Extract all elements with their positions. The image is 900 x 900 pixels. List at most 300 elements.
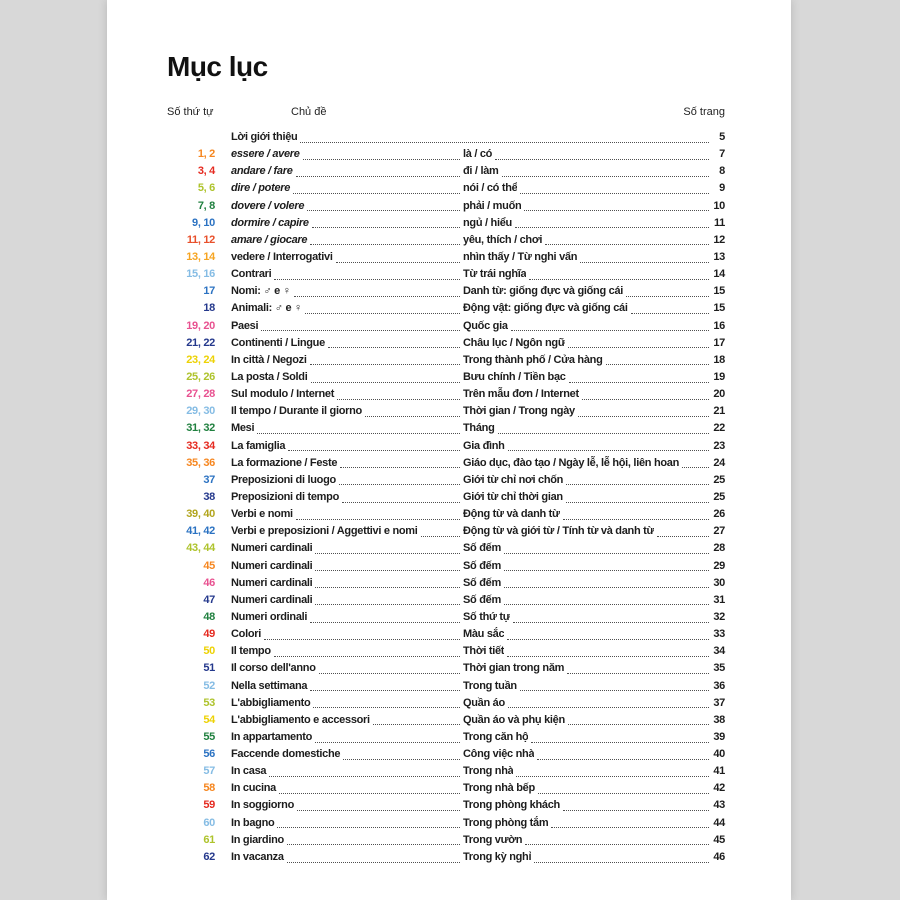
entry-page-number: 7 <box>719 148 725 161</box>
entry-topic: Nella settimana <box>231 679 308 692</box>
translation-cell <box>463 283 725 300</box>
translation-cell <box>463 626 725 643</box>
translation-cell <box>463 455 725 472</box>
entry-number: 31, 32 <box>186 422 215 435</box>
topic-cell <box>231 335 463 352</box>
entry-topic: In bagno <box>231 816 275 829</box>
toc-row <box>167 815 725 832</box>
entry-page-number: 20 <box>713 388 725 401</box>
dot-leader <box>337 399 460 400</box>
entry-translation: phải / muốn <box>463 199 522 212</box>
entry-translation: Trong kỳ nghỉ <box>463 850 532 863</box>
translation-cell <box>463 592 725 609</box>
dot-leader <box>303 159 460 160</box>
topic-cell <box>231 558 463 575</box>
translation-cell <box>463 832 725 849</box>
toc-row <box>167 712 725 729</box>
toc-row <box>167 455 725 472</box>
entry-translation: Giới từ chỉ nơi chốn <box>463 473 564 486</box>
entry-page-number: 22 <box>713 422 725 435</box>
entry-topic: Nomi: ♂ e ♀ <box>231 285 291 298</box>
dot-leader <box>515 227 709 228</box>
entry-translation: nhìn thấy / Từ nghi vấn <box>463 250 578 263</box>
topic-cell <box>231 438 463 455</box>
translation-cell <box>463 352 725 369</box>
dot-leader <box>310 244 460 245</box>
entry-topic: amare / giocare <box>231 233 308 246</box>
entry-number: 41, 42 <box>186 525 215 538</box>
entry-page-number: 41 <box>713 765 725 778</box>
topic-cell <box>231 403 463 420</box>
dot-leader <box>504 604 709 605</box>
dot-leader <box>525 844 709 845</box>
translation-cell <box>463 780 725 797</box>
dot-leader <box>261 330 460 331</box>
dot-leader <box>582 399 709 400</box>
dot-leader <box>315 553 460 554</box>
entry-translation: yêu, thích / chơi <box>463 233 543 246</box>
translation-cell <box>463 300 725 317</box>
dot-leader <box>529 279 709 280</box>
entry-number: 60 <box>203 816 215 829</box>
entry-topic: Contrari <box>231 268 272 281</box>
translation-cell <box>463 746 725 763</box>
topic-cell <box>231 472 463 489</box>
entry-number: 54 <box>203 713 215 726</box>
entry-topic: Paesi <box>231 319 259 332</box>
toc-row <box>167 300 725 317</box>
toc-row <box>167 352 725 369</box>
dot-leader <box>315 742 460 743</box>
dot-leader <box>328 347 460 348</box>
translation-cell <box>463 403 725 420</box>
column-header-page: Số trang <box>683 106 725 118</box>
dot-leader <box>507 656 709 657</box>
toc-row <box>167 575 725 592</box>
toc-row <box>167 849 725 866</box>
entry-number: 17 <box>203 285 215 298</box>
entry-page-number: 13 <box>713 250 725 263</box>
topic-cell <box>231 609 463 626</box>
dot-leader <box>578 416 709 417</box>
entry-translation: Trong phòng tắm <box>463 816 549 829</box>
topic-cell <box>231 300 463 317</box>
dot-leader <box>310 364 460 365</box>
topic-cell <box>231 678 463 695</box>
entry-topic: In giardino <box>231 833 284 846</box>
entry-topic: Numeri cardinali <box>231 593 313 606</box>
entry-topic: La formazione / Feste <box>231 456 338 469</box>
toc-row <box>167 489 725 506</box>
entry-page-number: 36 <box>713 679 725 692</box>
dot-leader <box>257 433 460 434</box>
entry-number: 53 <box>203 696 215 709</box>
entry-translation: Thời gian trong năm <box>463 662 565 675</box>
dot-leader <box>508 707 709 708</box>
entry-number: 21, 22 <box>186 336 215 349</box>
topic-cell <box>231 797 463 814</box>
translation-cell <box>463 729 725 746</box>
dot-leader <box>279 793 460 794</box>
topic-cell <box>231 232 463 249</box>
entry-topic: essere / avere <box>231 148 300 161</box>
toc-row <box>167 558 725 575</box>
entry-page-number: 29 <box>713 559 725 572</box>
entry-translation: ngủ / hiểu <box>463 216 512 229</box>
dot-leader <box>631 313 709 314</box>
entry-topic: Faccende domestiche <box>231 748 341 761</box>
dot-leader <box>520 193 709 194</box>
entry-page-number: 23 <box>713 439 725 452</box>
entry-number: 35, 36 <box>186 456 215 469</box>
entry-number: 25, 26 <box>186 370 215 383</box>
topic-cell <box>231 489 463 506</box>
entry-page-number: 46 <box>713 850 725 863</box>
translation-cell <box>463 146 725 163</box>
dot-leader <box>513 622 709 623</box>
entry-translation: nói / có thể <box>463 182 518 195</box>
entry-topic: dire / potere <box>231 182 291 195</box>
entry-topic: Numeri ordinali <box>231 610 308 623</box>
entry-topic: La famiglia <box>231 439 286 452</box>
entry-translation: Thời tiết <box>463 645 505 658</box>
translation-cell <box>463 472 725 489</box>
entry-topic: Numeri cardinali <box>231 559 313 572</box>
topic-cell <box>231 832 463 849</box>
toc-row <box>167 386 725 403</box>
dot-leader <box>567 673 709 674</box>
dot-leader <box>311 382 461 383</box>
toc-row <box>167 249 725 266</box>
translation-cell <box>463 420 725 437</box>
entry-number: 15, 16 <box>186 268 215 281</box>
toc-row <box>167 438 725 455</box>
entry-number: 50 <box>203 645 215 658</box>
dot-leader <box>287 844 460 845</box>
translation-cell <box>463 558 725 575</box>
entry-topic: L'abbigliamento <box>231 696 311 709</box>
entry-translation: Quần áo <box>463 696 505 709</box>
dot-leader <box>310 690 460 691</box>
dot-leader <box>336 262 460 263</box>
entry-page-number: 5 <box>719 131 725 143</box>
column-headers <box>167 106 725 123</box>
dot-leader <box>297 810 460 811</box>
entry-number: 39, 40 <box>186 508 215 521</box>
dot-leader <box>538 793 709 794</box>
topic-cell <box>231 746 463 763</box>
topic-cell <box>231 146 463 163</box>
translation-cell <box>463 712 725 729</box>
entry-translation: Số thứ tự <box>463 610 511 623</box>
dot-leader <box>269 776 460 777</box>
dot-leader <box>312 227 460 228</box>
translation-cell <box>463 163 725 180</box>
entry-number: 62 <box>203 850 215 863</box>
entry-page-number: 34 <box>713 645 725 658</box>
entry-page-number: 45 <box>713 833 725 846</box>
entry-number: 18 <box>203 302 215 315</box>
translation-cell <box>463 215 725 232</box>
dot-leader <box>568 724 709 725</box>
entry-page-number: 12 <box>713 233 725 246</box>
entry-number: 55 <box>203 730 215 743</box>
entry-number: 29, 30 <box>186 405 215 418</box>
toc-row <box>167 695 725 712</box>
entry-page-number: 24 <box>713 456 725 469</box>
entry-page-number: 8 <box>719 165 725 178</box>
entry-translation: đi / làm <box>463 165 499 178</box>
dot-leader <box>296 176 460 177</box>
topic-cell <box>231 575 463 592</box>
translation-cell <box>463 849 725 866</box>
toc-row <box>167 198 725 215</box>
entry-translation: Số đếm <box>463 593 501 606</box>
page-title: Mục lục <box>167 51 268 82</box>
dot-leader <box>507 639 709 640</box>
toc-row <box>167 420 725 437</box>
dot-leader <box>511 330 709 331</box>
dot-leader <box>524 210 709 211</box>
dot-leader <box>566 484 709 485</box>
toc-row <box>167 780 725 797</box>
entry-number: 11, 12 <box>186 233 215 246</box>
dot-leader <box>537 759 709 760</box>
topic-cell <box>231 266 463 283</box>
entry-topic: Il tempo / Durante il giorno <box>231 405 362 418</box>
entry-number: 61 <box>203 833 215 846</box>
translation-cell <box>463 815 725 832</box>
toc-row <box>167 266 725 283</box>
entry-topic: dovere / volere <box>231 199 305 212</box>
entry-number: 9, 10 <box>192 216 215 229</box>
entry-translation: Số đếm <box>463 542 501 555</box>
entry-page-number: 25 <box>713 473 725 486</box>
entry-topic: Numeri cardinali <box>231 542 313 555</box>
toc-row <box>167 678 725 695</box>
dot-leader <box>682 467 709 468</box>
topic-cell <box>231 815 463 832</box>
entry-translation: Trên mẫu đơn / Internet <box>463 388 579 401</box>
toc-row <box>167 643 725 660</box>
topic-cell <box>231 626 463 643</box>
entry-translation: là / có <box>463 148 493 161</box>
entry-translation: Trong thành phố / Cửa hàng <box>463 353 603 366</box>
entry-number: 43, 44 <box>186 542 215 555</box>
dot-leader <box>319 673 460 674</box>
dot-leader <box>296 519 460 520</box>
toc-row <box>167 232 725 249</box>
translation-cell <box>463 540 725 557</box>
topic-cell <box>231 540 463 557</box>
entry-translation: Quần áo và phụ kiện <box>463 713 565 726</box>
entry-page-number: 43 <box>713 799 725 812</box>
translation-cell <box>463 198 725 215</box>
dot-leader <box>315 587 460 588</box>
entry-page-number: 11 <box>713 216 725 229</box>
toc-row <box>167 660 725 677</box>
toc-row <box>167 215 725 232</box>
entry-page-number: 42 <box>713 782 725 795</box>
entry-topic: vedere / Interrogativi <box>231 250 333 263</box>
translation-cell <box>463 763 725 780</box>
toc-row <box>167 180 725 197</box>
entry-page-number: 9 <box>719 182 725 195</box>
translation-cell <box>463 575 725 592</box>
entry-page-number: 15 <box>713 285 725 298</box>
column-header-order: Số thứ tự <box>167 106 214 118</box>
dot-leader <box>307 210 460 211</box>
entry-translation: Màu sắc <box>463 628 505 641</box>
entry-translation: Tháng <box>463 422 495 435</box>
entry-topic: Il tempo <box>231 645 271 658</box>
topic-cell <box>231 506 463 523</box>
entry-number: 59 <box>203 799 215 812</box>
dot-leader <box>274 656 460 657</box>
entry-translation: Trong nhà <box>463 765 514 778</box>
dot-leader <box>315 570 460 571</box>
entry-page-number: 21 <box>713 405 725 418</box>
entry-page-number: 40 <box>713 748 725 761</box>
entry-number: 49 <box>203 628 215 641</box>
entry-number: 45 <box>203 559 215 572</box>
dot-leader <box>545 244 709 245</box>
entry-topic: In soggiorno <box>231 799 295 812</box>
translation-cell <box>463 438 725 455</box>
toc-row <box>167 283 725 300</box>
toc-row <box>167 592 725 609</box>
topic-cell <box>231 352 463 369</box>
entry-page-number: 30 <box>713 576 725 589</box>
entry-topic: dormire / capire <box>231 216 309 229</box>
entry-page-number: 32 <box>713 610 725 623</box>
toc-row <box>167 129 725 146</box>
dot-leader <box>343 759 460 760</box>
topic-cell <box>231 198 463 215</box>
topic-cell <box>231 849 463 866</box>
dot-leader <box>310 622 460 623</box>
entry-number: 27, 28 <box>186 388 215 401</box>
topic-cell <box>231 523 463 540</box>
entry-number: 56 <box>203 748 215 761</box>
entry-number: 5, 6 <box>197 182 215 195</box>
entry-topic: L'abbigliamento e accessori <box>231 713 370 726</box>
topic-cell <box>231 695 463 712</box>
dot-leader <box>531 742 709 743</box>
entry-number: 58 <box>203 782 215 795</box>
entry-topic: Preposizioni di tempo <box>231 490 339 503</box>
toc-row <box>167 523 725 540</box>
entry-topic: Verbi e nomi <box>231 508 293 521</box>
entry-topic: In città / Negozi <box>231 353 307 366</box>
topic-cell <box>231 643 463 660</box>
dot-leader <box>365 416 460 417</box>
toc-row <box>167 626 725 643</box>
topic-cell <box>231 318 463 335</box>
translation-cell <box>463 660 725 677</box>
toc-row <box>167 729 725 746</box>
dot-leader <box>340 467 460 468</box>
entry-translation: Bưu chính / Tiền bạc <box>463 370 566 383</box>
entry-number: 48 <box>203 610 215 623</box>
dot-leader <box>342 502 460 503</box>
toc-row <box>167 832 725 849</box>
entry-topic: La posta / Soldi <box>231 370 308 383</box>
topic-cell <box>231 420 463 437</box>
entry-topic: Lời giới thiệu <box>231 131 298 143</box>
dot-leader <box>563 519 709 520</box>
column-header-topic: Chủ đề <box>291 106 327 118</box>
dot-leader <box>504 553 709 554</box>
toc-row <box>167 318 725 335</box>
entry-translation: Danh từ: giống đực và giống cái <box>463 285 624 298</box>
entry-number: 7, 8 <box>197 199 215 212</box>
entry-page-number: 10 <box>713 199 725 212</box>
topic-cell <box>231 780 463 797</box>
topic-cell <box>231 660 463 677</box>
entry-page-number: 26 <box>713 508 725 521</box>
toc-row <box>167 472 725 489</box>
translation-cell <box>463 609 725 626</box>
dot-leader <box>569 382 709 383</box>
entry-number <box>167 129 215 146</box>
entry-topic: Mesi <box>231 422 255 435</box>
entry-translation: Thời gian / Trong ngày <box>463 405 575 418</box>
dot-leader <box>305 313 460 314</box>
dot-leader <box>626 296 709 297</box>
entry-page-number: 38 <box>713 713 725 726</box>
translation-cell <box>463 369 725 386</box>
topic-cell <box>231 592 463 609</box>
entry-topic: In cucina <box>231 782 276 795</box>
toc-row <box>167 403 725 420</box>
toc-row <box>167 335 725 352</box>
toc-row <box>167 506 725 523</box>
translation-cell <box>463 506 725 523</box>
toc-list <box>167 129 725 866</box>
entry-translation: Trong phòng khách <box>463 799 560 812</box>
entry-number: 57 <box>203 765 215 778</box>
translation-cell <box>463 523 725 540</box>
toc-row <box>167 540 725 557</box>
entry-topic: In casa <box>231 765 267 778</box>
topic-cell <box>231 283 463 300</box>
book-page <box>107 0 791 900</box>
dot-leader <box>502 176 710 177</box>
dot-leader <box>277 827 460 828</box>
dot-leader <box>300 142 709 143</box>
entry-number: 51 <box>203 662 215 675</box>
entry-translation: Số đếm <box>463 576 501 589</box>
entry-topic: In appartamento <box>231 730 313 743</box>
topic-cell <box>231 386 463 403</box>
entry-translation: Động từ và giới từ / Tính từ và danh từ <box>463 525 655 538</box>
dot-leader <box>534 862 709 863</box>
entry-topic: Sul modulo / Internet <box>231 388 335 401</box>
entry-topic: Preposizioni di luogo <box>231 473 336 486</box>
entry-translation: Số đếm <box>463 559 501 572</box>
dot-leader <box>293 193 460 194</box>
entry-page-number: 18 <box>713 353 725 366</box>
topic-cell <box>231 249 463 266</box>
entry-page-number: 33 <box>713 628 725 641</box>
dot-leader <box>520 690 709 691</box>
translation-cell <box>463 249 725 266</box>
dot-leader <box>504 570 709 571</box>
entry-number: 23, 24 <box>186 353 215 366</box>
translation-cell <box>463 386 725 403</box>
entry-translation: Trong tuần <box>463 679 517 692</box>
